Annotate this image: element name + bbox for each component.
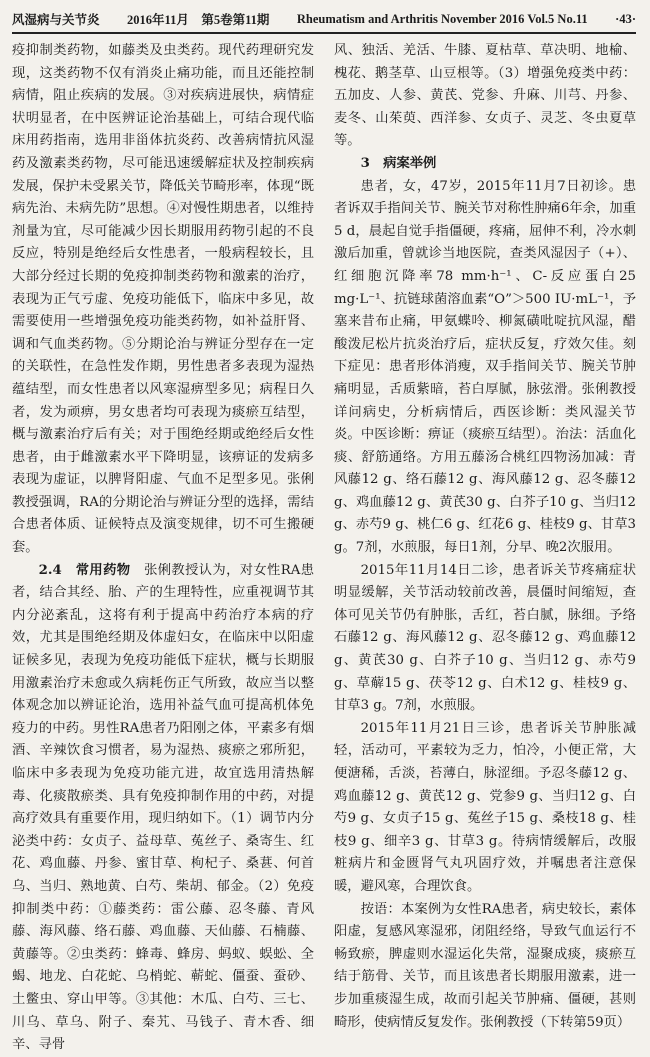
paragraph-herbs-continued: 风、独活、羌活、牛膝、夏枯草、草决明、地榆、槐花、鹅茎草、山豆根等。（3）增强免疫类中药：五加皮、人参、黄芪、党参、升麻、川芎、丹参、麦冬、山茱萸、西洋参、女贞子、灵芝、冬虫夏草等。 [334,43,636,149]
section-2-4-heading: 2.4 常用药物 [38,562,131,578]
case-third-visit: 2015年11月21日三诊，患者诉关节肿胀减轻，活动可，平素较为乏力，怕冷，小便正常，大便溏稀，舌淡，苔薄白，脉涩细。予忍冬藤12 g、鸡血藤12 g、黄芪12 g、党参9 g、当归12 g、白芍9 g、女贞子15 g、菟丝子15 g、桑枝18 g、桂枝9 g、细辛3 g、甘草3 g。待病情缓解后，改服粧病片和金匮肾气丸巩固疗效，并嘱患者注意保暖，避风寒，合理饮食。 [334,720,636,894]
journal-title: 风湿病与关节炎 [12,12,100,27]
paragraph-staging: 疫抑制类药物，如藤类及虫类药。现代药理研究发现，这类药物不仅有消炎止痛功能，而且还能控制病情，阻止疾病的发展。③对疾病进展快，病情症状明显者，在中医辨证论治基础上，可结合现代临床用药指南，选用非甾体抗炎药、改善病情抗风湿药及激素类药物，尽可能迅速缓解症状及控制疾病发展，保护未受累关节，降低关节畸形率，体现“既病先治、未病先防”思想。④对慢性期患者，以维持剂量为宜，尽可能减少因长期服用药物引起的不良反应，特别是绝经后女性患者，一般病程较长，且大部分经过长期的免疫抑制类药物和激素的治疗，表现为正气亏虚、免疫功能低下，临床中多见，故需要使用一些增强免疫功能类药物，如补益肝肾、调和气血类药物。⑤分期论治与辨证分型存在一定的关联性，在急性发作期，男性患者多表现为湿热蕴结型，而女性患者以风寒湿痹型多见；病程日久者，发为顽痹，男女患者均可表现为痰瘀互结型，概与激素治疗后有关；对于围绝经期或绝经后女性患者，由于雌激素水平下降明显，该痹证的发病多表现为虚证，以脾肾阳虚、气血不足型多见。张俐教授强调，RA的分期论治与辨证分型的选择，需结合患者体质、证候特点及演变规律，切不可生搬硬套。 [12,43,314,556]
case-commentary: 按语：本案例为女性RA患者，病史较长，素体阳虚，复感风寒湿邪，闭阻经络，导致气血运行不畅致瘀，脾虚则水湿运化失常，湿聚成痰，痰瘀互结于筋骨、关节，而且该患者长期服用激素，进一步加重痰湿生成，故而引起关节肿痛、僵硬，甚则畸形，使病情反复发作。张俐教授（下转第59页） [334,901,636,1030]
case-second-visit: 2015年11月14日二诊，患者诉关节疼痛症状明显缓解，关节活动较前改善，晨僵时间缩短，查体可见关节仍有肿胀，舌红，苔白腻，脉细。予络石藤12 g、海风藤12 g、忍冬藤12 g、鸡血藤12 g、黄芪30 g、白芥子10 g、当归12 g、赤芍9 g、草薢15 g、茯苓12 g、白术12 g、桂枝9 g、甘草3 g。7剂，水煎服。 [334,562,636,714]
section-2-4-text: 张俐教授认为，对女性RA患者，结合其经、胎、产的生理特性，应重视调节其内分泌紊乱，这将有利于提高中药治疗本病的疗效，尤其是围绝经期及体虚妇女，在临床中以阳虚证候多见，表现为免疫功能低下症状，概与长期服用激素治疗未愈或久病耗伤正气所致，故应当以整体观念加以辨证论治，选用补益气血可提高机体免疫力的中药。男性RA患者乃阳刚之体，平素多有烟酒、辛辣饮食习惯者，易为湿热、痰瘀之邪所犯，临床中多表现为免疫功能亢进，故宜选用清热解毒、化痰散瘀类、具有免疫抑制作用的中药，对提高疗效具有重要作用，现归纳如下。（1）调节内分泌类中药：女贞子、益母草、菟丝子、桑寄生、红花、鸡血藤、丹参、蜜甘草、枸杞子、桑葚、何首乌、当归、熟地黄、白芍、柴胡、郁金。（2）免疫抑制类中药：①藤类药：雷公藤、忍冬藤、青风藤、海风藤、络石藤、鸡血藤、天仙藤、石楠藤、黄藤等。②虫类药：蜂毒、蜂房、蚂蚁、蜈蚣、全蝎、地龙、白花蛇、乌梢蛇、蕲蛇、僵蚕、蚕砂、土鳖虫、穿山甲等。③其他：木瓜、白芍、三七、川乌、草乌、附子、秦艽、马钱子、青木香、细辛、寻骨 [12,562,315,1053]
issue-en: Rheumatism and Arthritis November 2016 Vol.5 No.11 [296,11,588,26]
section-2-4 [12,560,314,1057]
page-number: ·43· [615,11,636,26]
running-header [12,6,636,34]
right-column [334,40,636,1030]
section-3-heading: 3 病案举例 [360,155,437,171]
issue-cn: 2016年11月 第5卷第11期 [127,13,270,27]
left-column [12,40,315,1053]
case-first-visit: 患者，女，47岁，2015年11月7日初诊。患者诉双手指间关节、腕关节对称性肿痛6年余，加重5 d，晨起自觉手指僵硬，疼痛，屈伸不利，冷水刺激后加重，曾就诊当地医院，查类风湿因子（+）、红细胞沉降率78 mm·h⁻¹、C-反应蛋白25 mg·L⁻¹、抗链球菌溶血素“O”＞500 IU·mL⁻¹，予塞来昔布止痛，甲氨蝶呤、柳氮磺吡啶抗风湿，醋酸泼尼松片抗炎治疗后，症状反复，疗效欠佳。刻下症见：患者形体消瘦，双手指间关节、腕关节肿痛明显，舌质紫暗，苔白厚腻，脉弦滑。张俐教授详问病史，分析病情后，西医诊断：类风湿关节炎。中医诊断：痹证（痰瘀互结型）。治法：活血化痰、舒筋通络。方用五藤汤合桃红四物汤加减：青风藤12 g、络石藤12 g、海风藤12 g、忍冬藤12 g、鸡血藤12 g、黄芪30 g、白芥子10 g、当归12 g、赤芍9 g、桃仁6 g、红花6 g、桂枝9 g、甘草3 g。7剂，水煎服，每日1剂，分早、晚2次服用。 [334,178,636,556]
